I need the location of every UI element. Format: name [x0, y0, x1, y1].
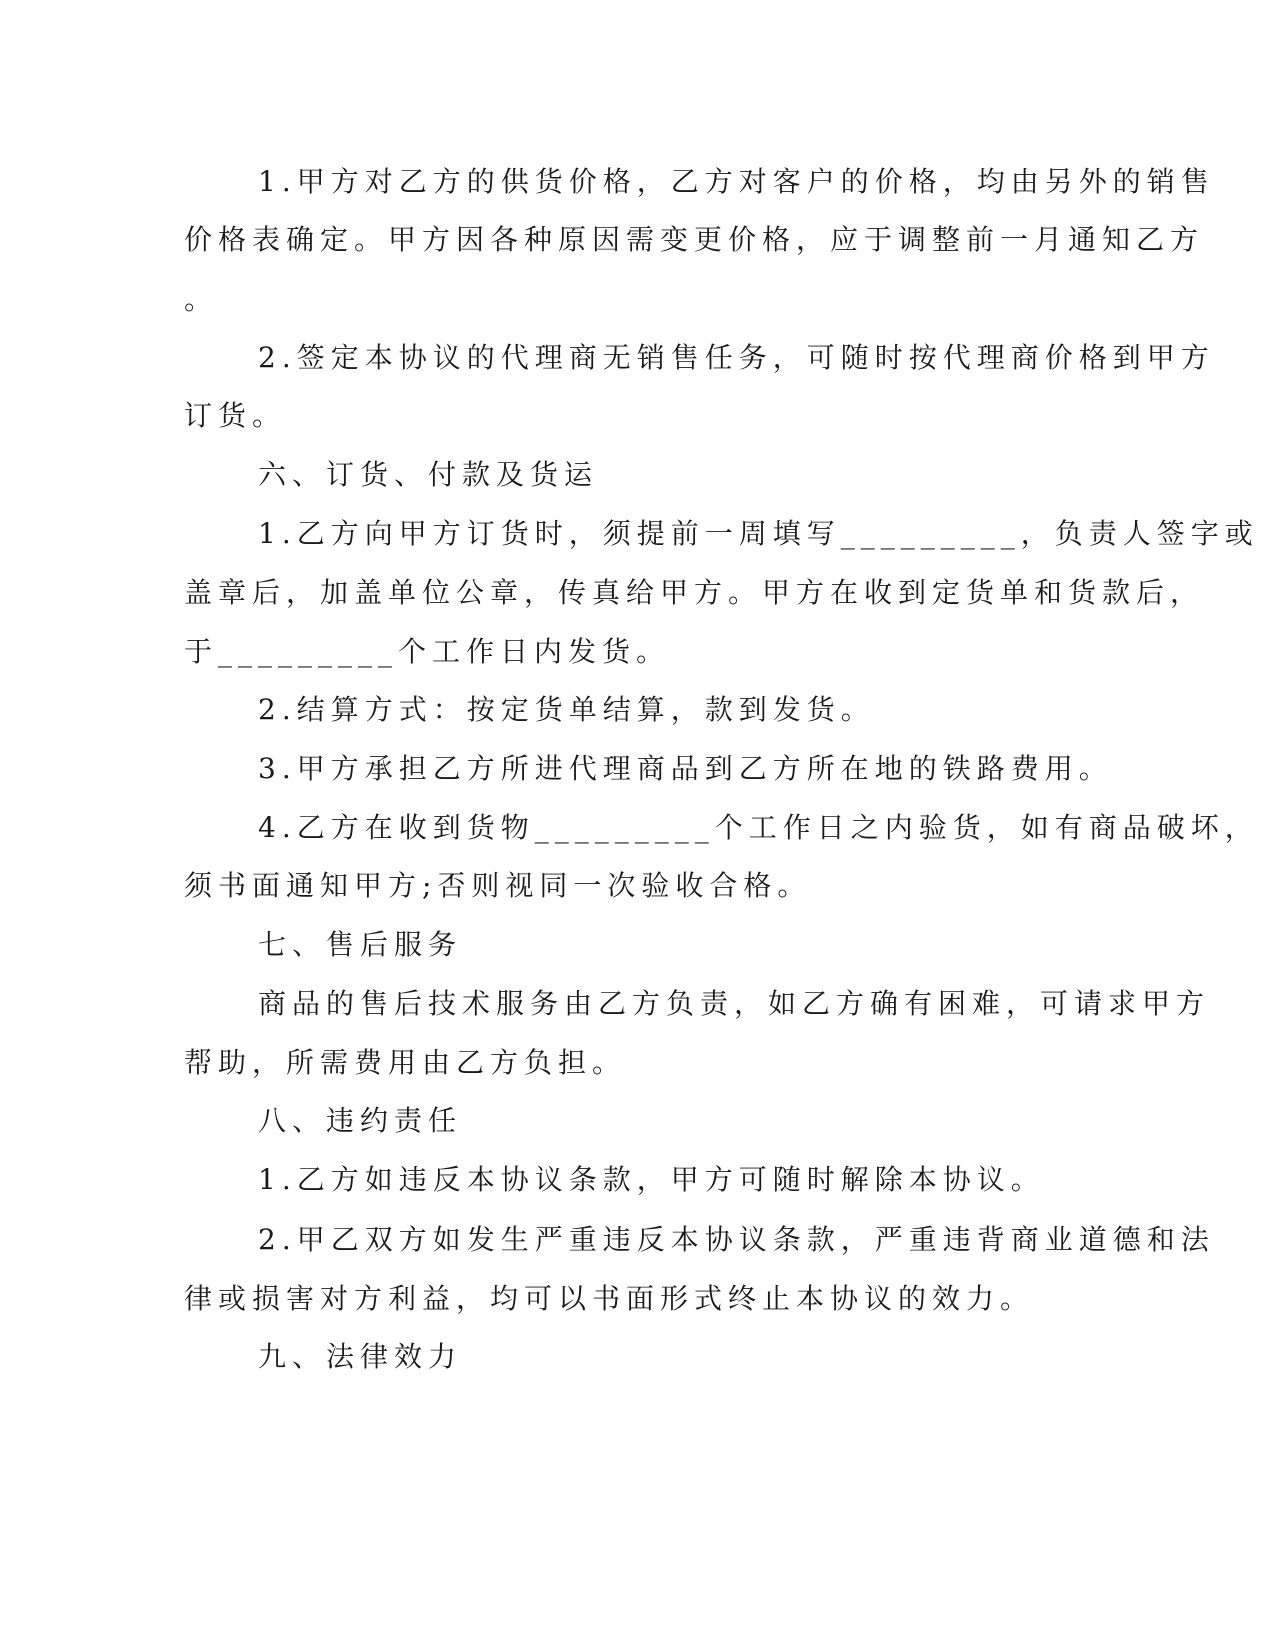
- section-7-line-2: 帮助，所需费用由乙方负担。: [184, 1046, 627, 1079]
- section-9-heading: 九、法律效力: [258, 1340, 463, 1373]
- clause-6-1-line-2: 盖章后，加盖单位公章，传真给甲方。甲方在收到定货单和货款后，: [184, 576, 1205, 609]
- clause-5-1-line-3: 。: [184, 283, 219, 316]
- clause-8-2-line-2: 律或损害对方利益，均可以书面形式终止本协议的效力。: [184, 1282, 1035, 1315]
- clause-8-1: 1.乙方如违反本协议条款，甲方可随时解除本协议。: [258, 1163, 1045, 1196]
- section-6-heading: 六、订货、付款及货运: [258, 458, 599, 491]
- clause-6-1-line-1: 1.乙方向甲方订货时，须提前一周填写_________，负责人签字或: [258, 517, 1259, 550]
- clause-8-2-line-1: 2.甲乙双方如发生严重违反本协议条款，严重违背商业道德和法: [258, 1223, 1215, 1256]
- clause-6-4-line-1: 4.乙方在收到货物_________个工作日之内验货，如有商品破坏，: [258, 811, 1259, 844]
- clause-6-3: 3.甲方承担乙方所进代理商品到乙方所在地的铁路费用。: [258, 752, 1113, 785]
- section-8-heading: 八、违约责任: [258, 1104, 463, 1137]
- clause-5-1-line-1: 1.甲方对乙方的供货价格，乙方对客户的价格，均由另外的销售: [258, 165, 1215, 198]
- clause-6-1-line-3: 于_________个工作日内发货。: [184, 635, 671, 668]
- clause-6-4-line-2: 须书面通知甲方;否则视同一次验收合格。: [184, 869, 812, 902]
- clause-5-2-line-1: 2.签定本协议的代理商无销售任务，可随时按代理商价格到甲方: [258, 341, 1215, 374]
- section-7-heading: 七、售后服务: [258, 928, 463, 961]
- clause-5-1-line-2: 价格表确定。甲方因各种原因需变更价格，应于调整前一月通知乙方: [184, 223, 1205, 256]
- section-7-line-1: 商品的售后技术服务由乙方负责，如乙方确有困难，可请求甲方: [258, 987, 1211, 1020]
- clause-6-2: 2.结算方式：按定货单结算，款到发货。: [258, 693, 875, 726]
- clause-5-2-line-2: 订货。: [184, 399, 287, 432]
